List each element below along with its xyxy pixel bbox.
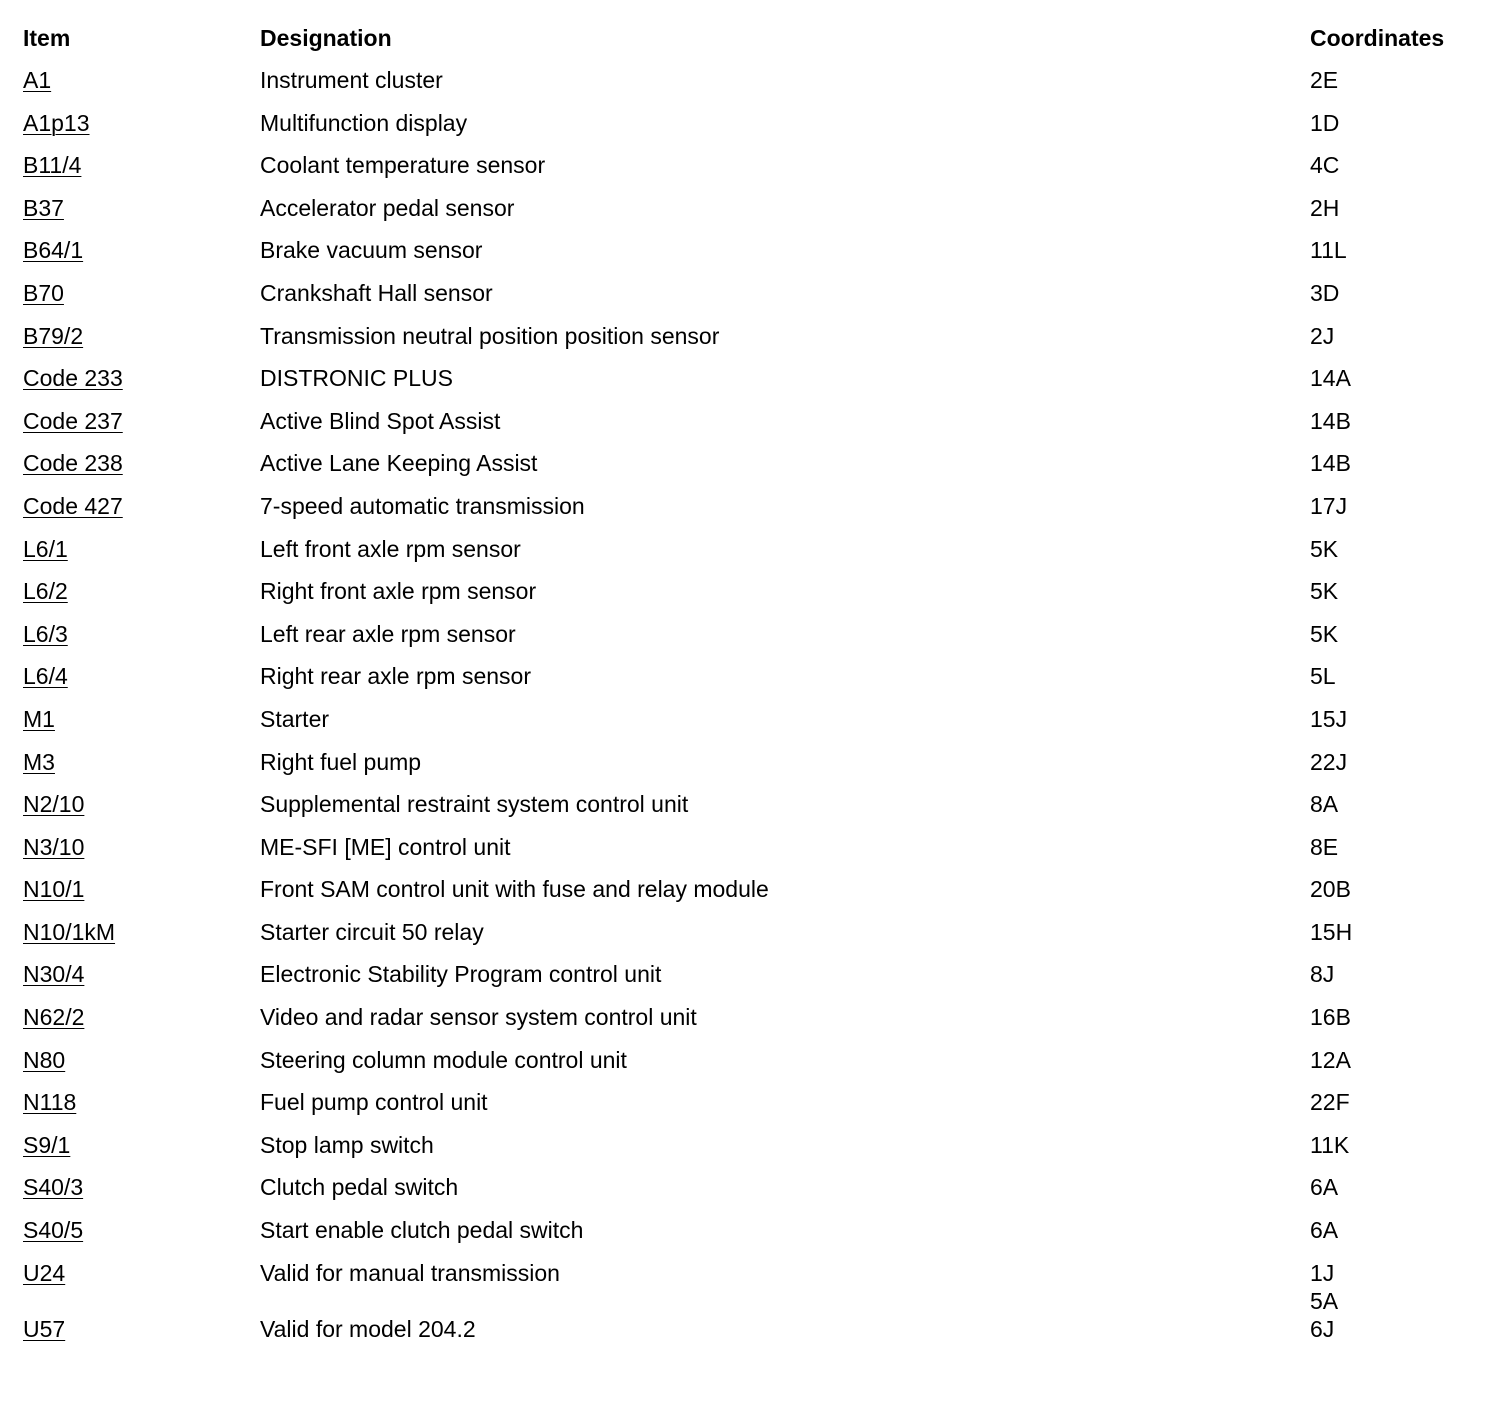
designation-cell: Valid for manual transmission [260,1259,560,1286]
item-cell [23,236,260,279]
table-row [23,1046,1483,1089]
coordinate-value: 16B [1310,1004,1351,1031]
item-cell [23,748,260,791]
item-cell [23,194,260,237]
designation-cell: Active Lane Keeping Assist [260,450,538,477]
designation-cell: Video and radar sensor system control unit [260,1004,697,1031]
designation-cell: Clutch pedal switch [260,1174,459,1201]
item-cell [23,1173,260,1216]
table-row [23,1259,1483,1315]
item-cell [23,535,260,578]
coordinate-value: 22F [1310,1089,1350,1116]
coordinate-value: 6J [1310,1315,1335,1342]
table-row [23,1088,1483,1131]
item-link[interactable]: Code 238 [23,450,123,477]
item-link[interactable]: N3/10 [23,833,85,860]
item-link[interactable]: B11/4 [23,152,82,179]
item-cell [23,577,260,620]
table-row [23,577,1483,620]
designation-cell: Electronic Stability Program control unit [260,961,662,988]
designation-cell: Starter circuit 50 relay [260,918,484,945]
coordinates-cell [1310,236,1483,279]
table-row [23,1173,1483,1216]
item-link[interactable]: U24 [23,1259,66,1286]
coordinate-value: 6A [1310,1174,1339,1201]
coordinate-value: 2J [1310,322,1335,349]
coordinate-value: 8A [1310,791,1339,818]
designation-cell: Starter [260,705,330,732]
coordinates-cell [1310,748,1483,791]
table-row [23,918,1483,961]
designation-cell: Steering column module control unit [260,1046,627,1073]
coordinates-cell [1310,918,1483,961]
coordinate-value: 14B [1310,407,1351,434]
coordinate-value: 6A [1310,1217,1339,1244]
table-row [23,194,1483,237]
item-cell [23,322,260,365]
item-cell [23,1216,260,1259]
item-cell [23,705,260,748]
designation-cell: Left front axle rpm sensor [260,535,521,562]
coordinate-value: 3D [1310,279,1340,306]
designation-cell: Left rear axle rpm sensor [260,620,516,647]
coordinate-value: 12A [1310,1046,1351,1073]
coordinates-cell [1310,1315,1483,1358]
coordinate-value: 5K [1310,620,1339,647]
item-link[interactable]: N10/1 [23,876,85,903]
designation-cell: Stop lamp switch [260,1131,434,1158]
coordinates-cell [1310,705,1483,748]
coordinate-value: 4C [1310,152,1340,179]
designation-cell: Instrument cluster [260,67,443,93]
coordinates-cell [1310,279,1483,322]
coordinates-cell [1310,960,1483,1003]
item-link[interactable]: L6/4 [23,663,68,690]
item-link[interactable]: N30/4 [23,961,85,988]
table-row [23,833,1483,876]
coordinates-cell [1310,407,1483,450]
table-row [23,620,1483,663]
item-link[interactable]: B79/2 [23,322,84,349]
designation-cell: Right front axle rpm sensor [260,578,537,605]
coordinate-value: 11K [1310,1131,1350,1158]
table-row [23,1216,1483,1259]
coordinate-value: 15H [1310,918,1353,945]
item-link[interactable]: S40/5 [23,1217,84,1244]
table-row [23,151,1483,194]
designation-cell: Accelerator pedal sensor [260,194,515,221]
coordinate-value: 22J [1310,748,1348,775]
item-cell [23,833,260,876]
coordinates-cell [1310,535,1483,578]
designation-cell: ME-SFI [ME] control unit [260,833,511,860]
item-link[interactable]: Code 233 [23,365,123,392]
table-row [23,236,1483,279]
item-cell [23,1046,260,1089]
coordinates-cell [1310,151,1483,194]
designation-cell: Front SAM control unit with fuse and relay module [260,876,769,903]
coordinates-cell [1310,194,1483,237]
item-cell [23,790,260,833]
item-link[interactable]: L6/3 [23,620,68,647]
item-link[interactable]: N118 [23,1089,77,1116]
coordinate-value: 5K [1310,578,1339,605]
item-link[interactable]: A1p13 [23,109,90,136]
item-cell [23,1131,260,1174]
coordinate-value: 11L [1310,237,1347,264]
table-row [23,875,1483,918]
coordinate-value: 5L [1310,663,1336,690]
table-row [23,535,1483,578]
table-row [23,407,1483,450]
header-row [23,24,1483,66]
table-row [23,279,1483,322]
coordinates-cell [1310,364,1483,407]
item-cell [23,492,260,535]
item-link[interactable]: Code 237 [23,407,123,434]
designation-cell: Start enable clutch pedal switch [260,1217,584,1244]
coordinate-value: 14A [1310,365,1351,392]
table-row [23,960,1483,1003]
item-cell [23,1259,260,1315]
designation-cell: Valid for model 204.2 [260,1315,476,1342]
coordinate-value: 8J [1310,961,1335,988]
item-cell [23,279,260,322]
coordinate-value: 15J [1310,705,1348,732]
item-link[interactable]: B37 [23,194,64,221]
table-row [23,364,1483,407]
coordinates-cell [1310,833,1483,876]
designation-cell: Right rear axle rpm sensor [260,663,531,690]
item-cell [23,1003,260,1046]
table-row [23,705,1483,748]
coordinates-cell [1310,322,1483,365]
table-row [23,748,1483,791]
item-link[interactable]: L6/2 [23,578,68,605]
item-cell [23,151,260,194]
designation-cell: Multifunction display [260,109,468,136]
coordinates-cell [1310,1088,1483,1131]
coordinates-cell [1310,620,1483,663]
legend-body [23,66,1483,1357]
coordinates-cell [1310,109,1483,152]
designation-cell: Coolant temperature sensor [260,152,546,179]
coordinate-value: 1J [1310,1259,1335,1286]
coordinates-cell [1310,875,1483,918]
designation-cell: 7-speed automatic transmission [260,492,585,519]
item-link[interactable]: N2/10 [23,791,85,818]
coordinate-value: 8E [1310,833,1339,860]
item-link[interactable]: N62/2 [23,1004,85,1031]
coordinates-cell [1310,1173,1483,1216]
item-cell [23,620,260,663]
header-coordinates: Coordinates [1310,25,1445,51]
designation-cell: Right fuel pump [260,748,422,775]
table-row [23,790,1483,833]
item-cell [23,449,260,492]
designation-cell: Brake vacuum sensor [260,237,483,264]
coordinates-cell [1310,662,1483,705]
header-item: Item [23,25,71,51]
designation-cell: Active Blind Spot Assist [260,407,501,434]
table-row [23,662,1483,705]
coordinates-cell [1310,66,1483,109]
item-cell [23,960,260,1003]
item-cell [23,66,260,109]
coordinates-cell [1310,1131,1483,1174]
item-cell [23,875,260,918]
item-link[interactable]: N80 [23,1046,66,1073]
item-cell [23,109,260,152]
item-cell [23,407,260,450]
table-row [23,109,1483,152]
coordinate-value: 2H [1310,194,1340,221]
coordinate-value: 14B [1310,450,1351,477]
coordinates-cell [1310,577,1483,620]
item-link[interactable]: B64/1 [23,237,84,264]
coordinates-cell [1310,790,1483,833]
coordinates-cell [1310,492,1483,535]
coordinate-value: 1D [1310,109,1340,136]
table-row [23,1003,1483,1046]
designation-cell: DISTRONIC PLUS [260,365,453,392]
table-row [23,322,1483,365]
designation-cell: Transmission neutral position position sensor [260,322,720,349]
item-link[interactable]: A1 [23,67,52,93]
table-row [23,66,1483,109]
designation-cell: Supplemental restraint system control unit [260,791,689,818]
item-link[interactable]: N10/1kM [23,918,116,945]
coordinate-value: 17J [1310,492,1348,519]
coordinates-cell [1310,1216,1483,1259]
item-link[interactable]: S9/1 [23,1131,71,1158]
coordinates-cell [1310,1046,1483,1089]
table-row [23,492,1483,535]
item-link[interactable]: B70 [23,279,64,306]
item-cell [23,1088,260,1131]
coordinate-value: 2E [1310,67,1339,93]
table-row [23,1131,1483,1174]
table-row [23,449,1483,492]
item-link[interactable]: U57 [23,1315,66,1342]
designation-cell: Fuel pump control unit [260,1089,488,1116]
item-link[interactable]: Code 427 [23,492,123,519]
coordinates-cell [1310,449,1483,492]
item-link[interactable]: M3 [23,748,55,775]
header-designation: Designation [260,25,392,51]
legend-table [23,24,1483,1357]
designation-cell: Crankshaft Hall sensor [260,279,493,306]
coordinate-value: 5A [1310,1287,1339,1314]
item-cell [23,918,260,961]
item-cell [23,1315,260,1358]
table-row [23,1315,1483,1358]
item-link[interactable]: L6/1 [23,535,68,562]
item-cell [23,662,260,705]
item-cell [23,364,260,407]
coordinates-cell [1310,1003,1483,1046]
coordinate-value: 5K [1310,535,1339,562]
coordinate-value: 20B [1310,876,1351,903]
item-link[interactable]: M1 [23,705,55,732]
coordinates-cell [1310,1259,1483,1315]
item-link[interactable]: S40/3 [23,1174,84,1201]
